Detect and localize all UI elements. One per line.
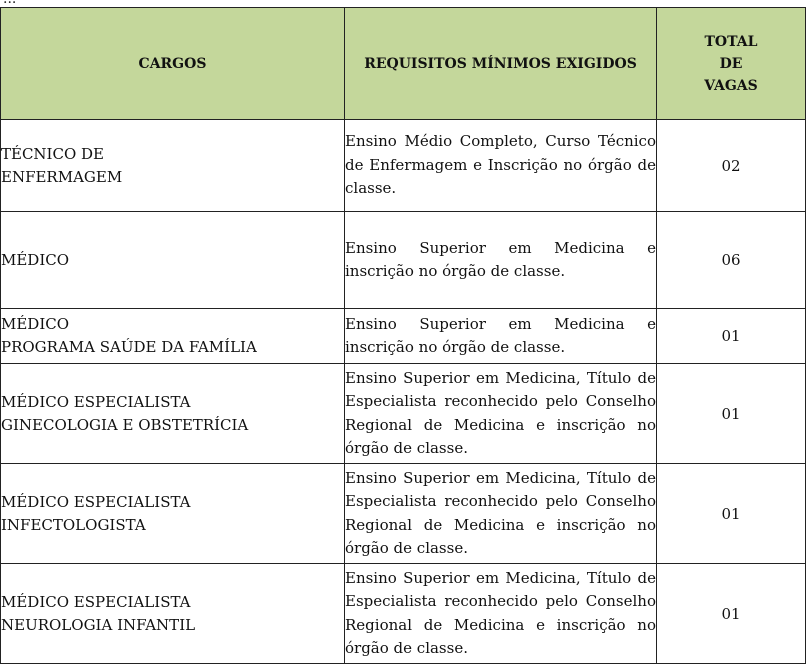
cargo-cell: [1, 564, 345, 664]
vacancies-table: [0, 7, 806, 664]
cargo-line1: MÉDICO ESPECIALISTA: [1, 492, 191, 511]
cargo-line2: NEUROLOGIA INFANTIL: [1, 615, 196, 634]
cargo-line1: MÉDICO ESPECIALISTA: [1, 392, 191, 411]
header-total-line3: VAGAS: [704, 77, 758, 94]
total-cell: 01: [657, 309, 806, 364]
table-header-row: [1, 8, 806, 120]
header-requisitos: REQUISITOS MÍNIMOS EXIGIDOS: [345, 8, 657, 120]
requisitos-cell: Ensino Médio Completo, Curso Técnico de Enfermagem e Inscrição no órgão de classe.: [345, 120, 657, 212]
cargo-line2: GINECOLOGIA E OBSTETRÍCIA: [1, 415, 249, 434]
cargo-line2: INFECTOLOGISTA: [1, 515, 146, 534]
previous-page-text-fragment: [0, 0, 806, 7]
requisitos-cell: Ensino Superior em Medicina, Título de Especialista reconhecido pelo Conselho Regional de Medicina e inscrição no órgão de classe.: [345, 364, 657, 464]
requisitos-cell: Ensino Superior em Medicina e inscrição no órgão de classe.: [345, 309, 657, 364]
table-row: [1, 212, 806, 309]
cargo-line1: MÉDICO: [1, 315, 70, 333]
table-row: [1, 364, 806, 464]
cargo-line1: MÉDICO: [1, 250, 70, 269]
total-cell: 02: [657, 120, 806, 212]
cargo-line1: MÉDICO ESPECIALISTA: [1, 592, 191, 611]
cargo-cell: [1, 212, 345, 309]
table-row: [1, 564, 806, 664]
table-row: [1, 309, 806, 364]
previous-page-text: [3, 0, 16, 6]
total-cell: 06: [657, 212, 806, 309]
total-cell: 01: [657, 564, 806, 664]
cargo-line2: ENFERMAGEM: [1, 167, 123, 186]
table-row: [1, 120, 806, 212]
header-total-line1: TOTAL: [704, 33, 758, 50]
cargo-cell: [1, 309, 345, 364]
cargo-cell: [1, 120, 345, 212]
requisitos-cell: Ensino Superior em Medicina e inscrição no órgão de classe.: [345, 212, 657, 309]
cargo-line1: TÉCNICO DE: [1, 144, 105, 163]
requisitos-cell: Ensino Superior em Medicina, Título de Especialista reconhecido pelo Conselho Regional de Medicina e inscrição no órgão de classe.: [345, 464, 657, 564]
requisitos-cell: Ensino Superior em Medicina, Título de Especialista reconhecido pelo Conselho Regional de Medicina e inscrição no órgão de classe.: [345, 564, 657, 664]
cargo-cell: [1, 464, 345, 564]
cargo-line2: PROGRAMA SAÚDE DA FAMÍLIA: [1, 338, 257, 356]
table-row: [1, 464, 806, 564]
header-total-vagas: [657, 8, 806, 120]
header-total-line2: DE: [719, 55, 743, 72]
cargo-cell: [1, 364, 345, 464]
total-cell: 01: [657, 364, 806, 464]
total-cell: 01: [657, 464, 806, 564]
header-cargos: CARGOS: [1, 8, 345, 120]
